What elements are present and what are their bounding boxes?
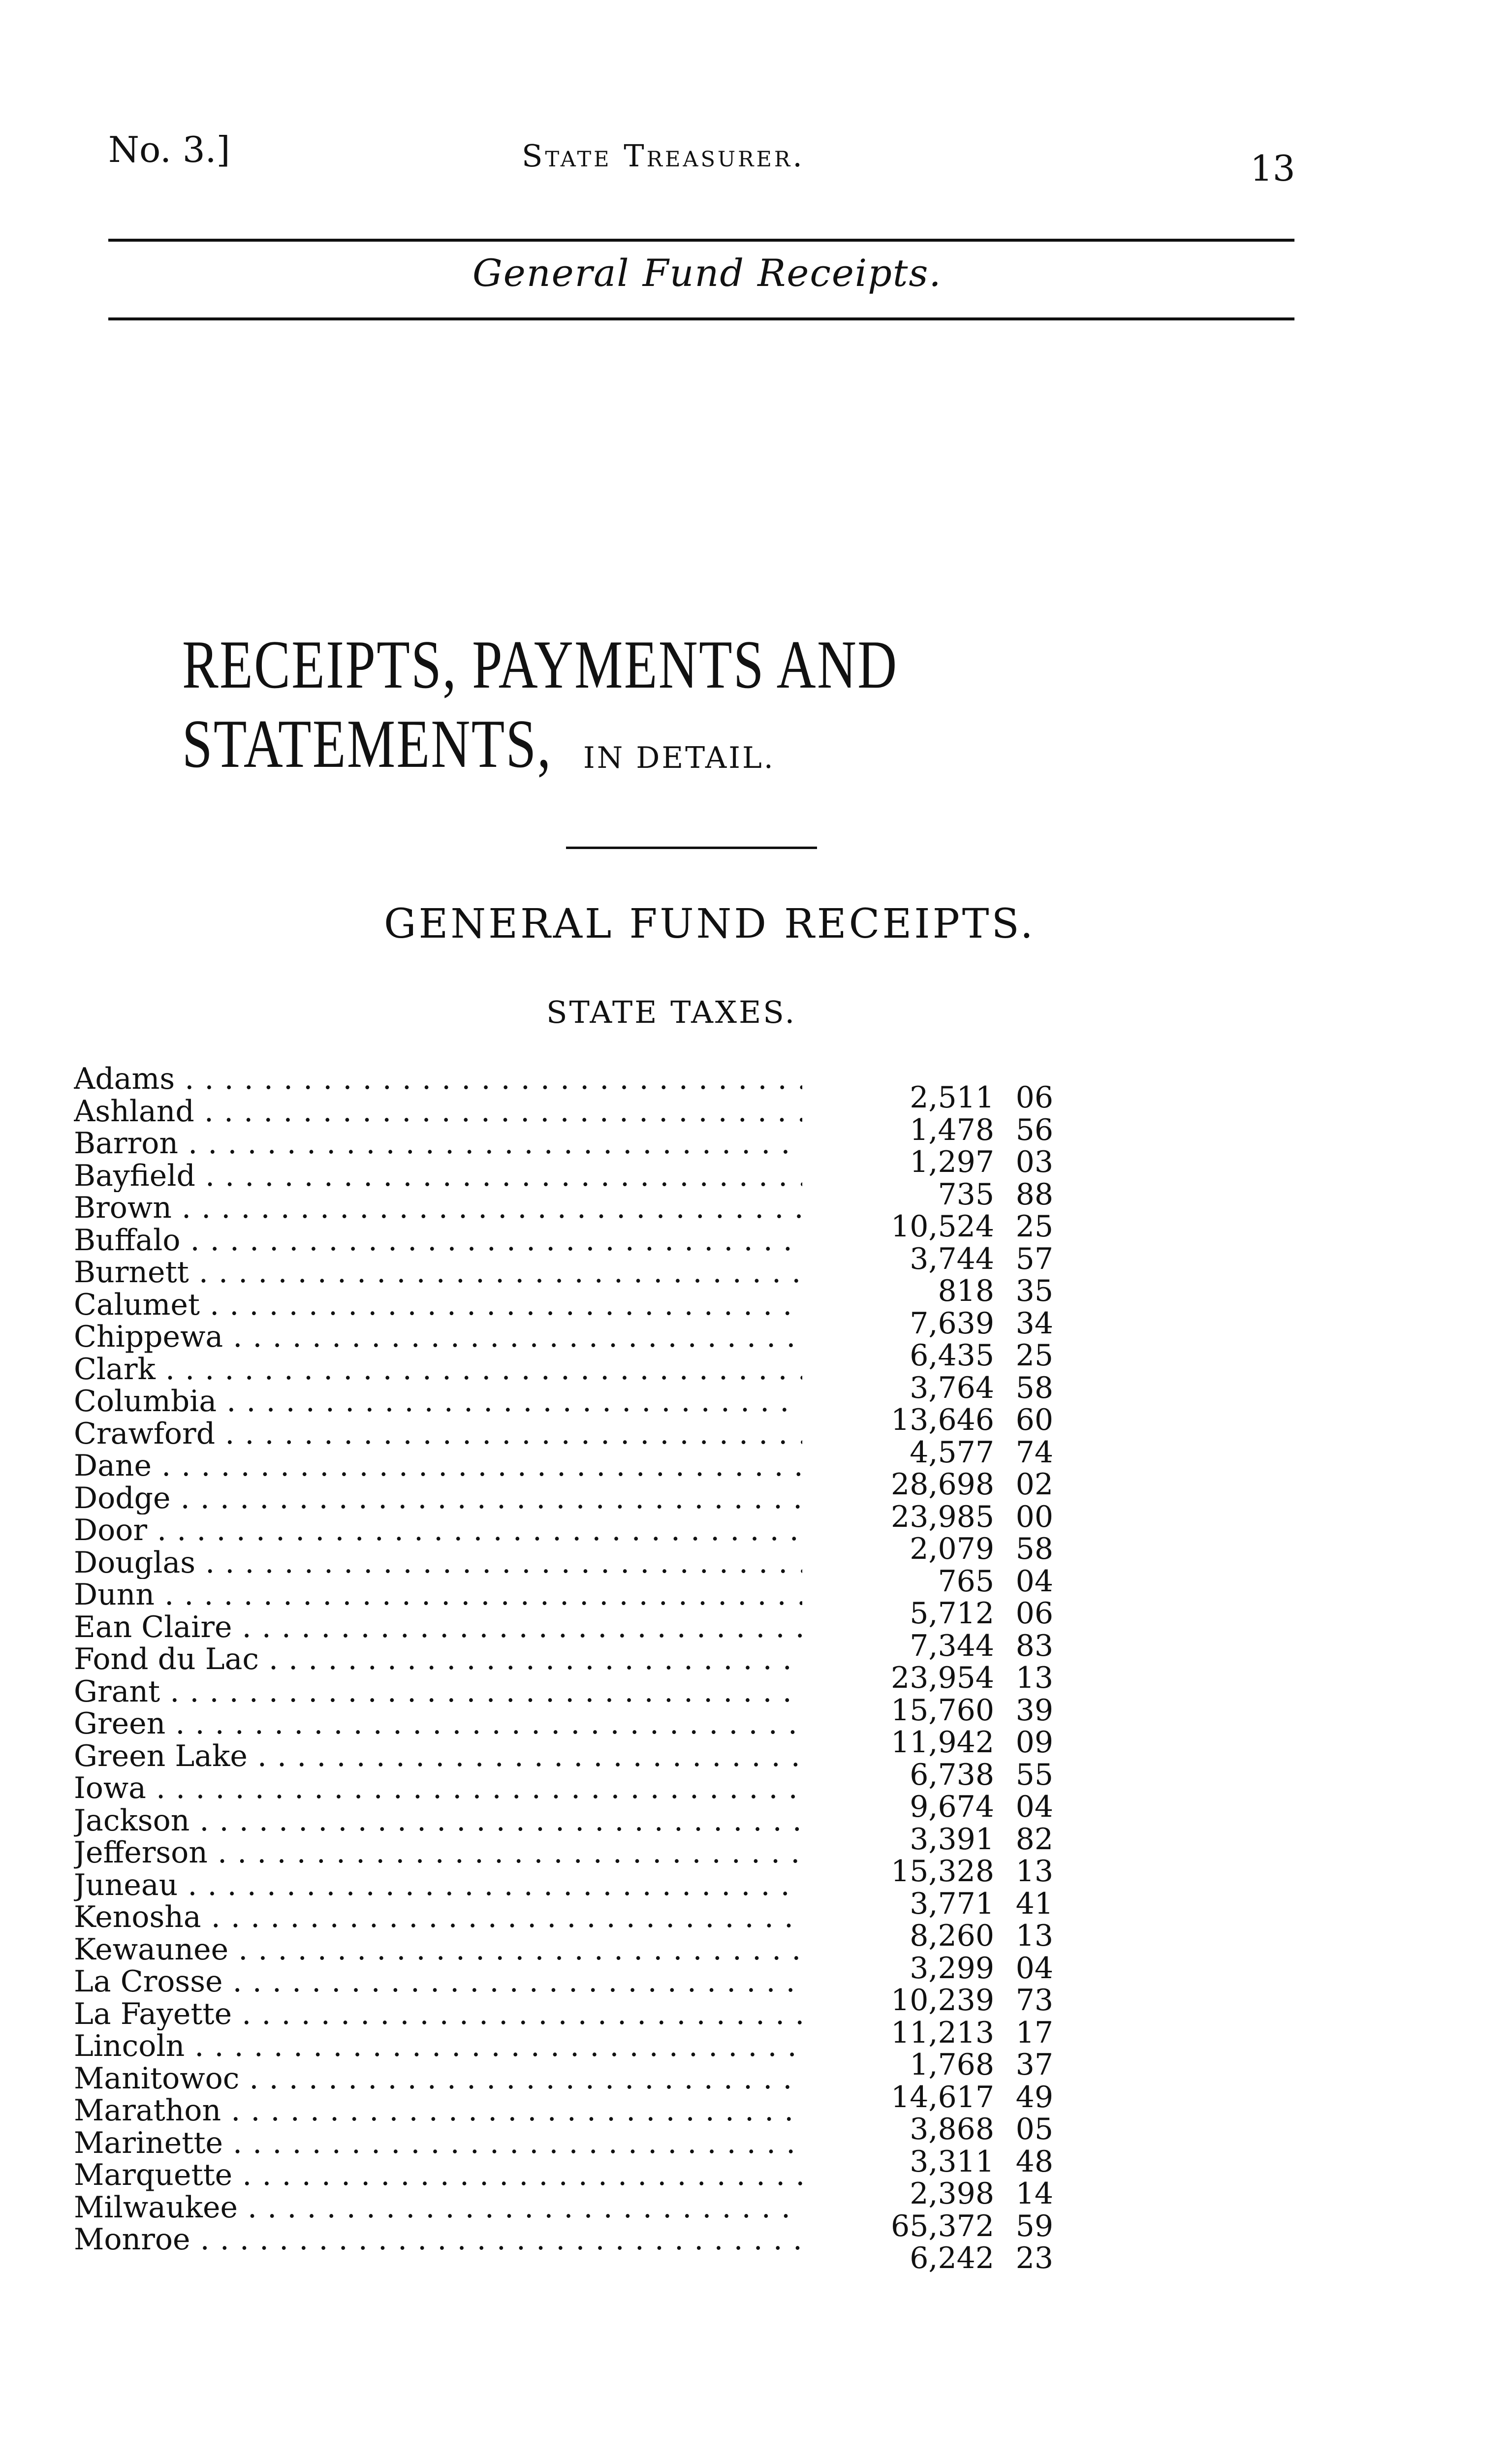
- amount-dollars: 2,511: [910, 1080, 994, 1115]
- amount-dollars: 3,764: [910, 1370, 994, 1405]
- county-name: Marathon . . .: [74, 2095, 802, 2127]
- county-name: Fond du Lac . . .: [74, 1643, 802, 1675]
- amount-cents: 25: [1015, 1209, 1053, 1244]
- county-name: Chippewa . . .: [74, 1321, 802, 1353]
- county-name: Door . . .: [74, 1514, 802, 1546]
- county-name: Lincoln . . .: [74, 2030, 802, 2062]
- header-rule-bottom: [108, 317, 1294, 320]
- county-name: Kenosha . . .: [74, 1901, 802, 1933]
- amount-dollars: 4,577: [910, 1435, 994, 1470]
- page-number: 13: [1250, 148, 1295, 189]
- county-name: Dodge . . .: [74, 1483, 802, 1514]
- amount-cents: 41: [1015, 1886, 1053, 1921]
- amount-dollars: 735: [938, 1177, 994, 1212]
- county-name: Iowa . . .: [74, 1772, 802, 1804]
- amount-dollars: 6,242: [910, 2241, 994, 2275]
- amount-cents: 88: [1015, 1177, 1053, 1212]
- county-name: Ashland . . .: [74, 1096, 802, 1128]
- amount-dollars: 3,299: [910, 1951, 994, 1986]
- amount-dollars: 3,311: [910, 2144, 994, 2179]
- amount-dollars: 2,398: [910, 2177, 994, 2211]
- section-subheading: STATE TAXES.: [546, 994, 797, 1030]
- amount-dollars: 23,985: [891, 1499, 994, 1534]
- county-name: Barron . . .: [74, 1128, 802, 1160]
- amount-cents: 55: [1015, 1757, 1053, 1792]
- amount-dollars: 10,239: [891, 1983, 994, 2018]
- county-name: Douglas . . .: [74, 1547, 802, 1579]
- amount-cents: 04: [1015, 1790, 1053, 1824]
- header-rule-top: [108, 239, 1294, 242]
- county-name: La Crosse . . .: [74, 1966, 802, 1998]
- page-subtitle: IN DETAIL.: [583, 741, 775, 775]
- county-name: La Fayette . . .: [74, 1998, 802, 2030]
- amount-cents: 06: [1015, 1596, 1053, 1631]
- county-name: Columbia . . .: [74, 1386, 802, 1418]
- amount-cents: 57: [1015, 1241, 1053, 1276]
- amount-cents: 03: [1015, 1145, 1053, 1179]
- amount-dollars: 65,372: [891, 2209, 994, 2243]
- amount-cents: 13: [1015, 1919, 1053, 1953]
- county-name: Green . . .: [74, 1708, 802, 1740]
- amount-dollars: 3,868: [910, 2112, 994, 2146]
- county-name: Crawford . . .: [74, 1418, 802, 1450]
- title-divider: [566, 847, 817, 849]
- amount-cents: 17: [1015, 2015, 1053, 2050]
- header-series-label: No. 3.]: [108, 129, 230, 170]
- amount-dollars: 23,954: [891, 1661, 994, 1695]
- amount-dollars: 1,297: [910, 1145, 994, 1179]
- amount-dollars: 15,760: [891, 1693, 994, 1728]
- amount-cents: 04: [1015, 1564, 1053, 1599]
- amount-cents: 02: [1015, 1467, 1053, 1502]
- amount-cents: 34: [1015, 1306, 1053, 1341]
- amount-dollars: 1,478: [910, 1112, 994, 1147]
- section-heading: GENERAL FUND RECEIPTS.: [384, 901, 1036, 947]
- amount-cents: 25: [1015, 1338, 1053, 1373]
- amount-cents: 04: [1015, 1951, 1053, 1986]
- amount-cents: 83: [1015, 1628, 1053, 1663]
- county-name: Jackson . . .: [74, 1805, 802, 1837]
- county-name: Manitowoc . . .: [74, 2063, 802, 2095]
- county-name: Calumet . . .: [74, 1289, 802, 1321]
- amount-cents: 49: [1015, 2080, 1053, 2114]
- amount-dollars: 2,079: [910, 1532, 994, 1566]
- amount-dollars: 7,639: [910, 1306, 994, 1341]
- amount-dollars: 3,744: [910, 1241, 994, 1276]
- amount-dollars: 9,674: [910, 1790, 994, 1824]
- amount-cents: 58: [1015, 1370, 1053, 1405]
- receipts-table: [74, 1063, 1068, 2275]
- amount-dollars: 28,698: [891, 1467, 994, 1502]
- amount-dollars: 818: [938, 1274, 994, 1308]
- county-name: Brown . . .: [74, 1192, 802, 1224]
- amount-cents: 58: [1015, 1532, 1053, 1566]
- county-name: Marquette . . .: [74, 2159, 802, 2191]
- county-name: Dunn . . .: [74, 1579, 802, 1611]
- amount-cents: 37: [1015, 2048, 1053, 2082]
- county-name: Milwaukee . . .: [74, 2192, 802, 2224]
- header-title: State Treasurer.: [522, 138, 805, 174]
- amount-cents: 06: [1015, 1080, 1053, 1115]
- amount-cents: 59: [1015, 2209, 1053, 2243]
- amount-dollars: 11,213: [891, 2015, 994, 2050]
- county-name: Jefferson . . .: [74, 1837, 802, 1869]
- amount-cents: 74: [1015, 1435, 1053, 1470]
- county-name: Marinette . . .: [74, 2127, 802, 2159]
- county-name: Dane . . .: [74, 1450, 802, 1482]
- amount-cents: 09: [1015, 1725, 1053, 1760]
- amount-dollars: 13,646: [891, 1403, 994, 1437]
- county-name: Monroe . . .: [74, 2224, 802, 2256]
- county-name: Burnett . . .: [74, 1257, 802, 1289]
- amount-cents: 05: [1015, 2112, 1053, 2146]
- amount-cents: 82: [1015, 1822, 1053, 1857]
- county-name: Buffalo . . .: [74, 1225, 802, 1257]
- amount-dollars: 6,738: [910, 1757, 994, 1792]
- amount-dollars: 15,328: [891, 1854, 994, 1889]
- amount-dollars: 3,771: [910, 1886, 994, 1921]
- amount-dollars: 8,260: [910, 1919, 994, 1953]
- amount-dollars: 11,942: [891, 1725, 994, 1760]
- county-name: Clark . . .: [74, 1354, 802, 1386]
- amount-dollars: 6,435: [910, 1338, 994, 1373]
- amount-cents: 48: [1015, 2144, 1053, 2179]
- county-name: Juneau . . .: [74, 1869, 802, 1901]
- amount-cents: 00: [1015, 1499, 1053, 1534]
- amount-dollars: 10,524: [891, 1209, 994, 1244]
- amount-dollars: 1,768: [910, 2048, 994, 2082]
- amount-dollars: 14,617: [891, 2080, 994, 2114]
- amount-cents: 23: [1015, 2241, 1053, 2275]
- amount-cents: 14: [1015, 2177, 1053, 2211]
- running-subheader: General Fund Receipts.: [472, 251, 942, 295]
- page-title: RECEIPTS, PAYMENTS AND STATEMENTS,: [182, 627, 898, 782]
- amount-dollars: 765: [938, 1564, 994, 1599]
- county-name: Kewaunee . . .: [74, 1934, 802, 1966]
- amount-cents: 73: [1015, 1983, 1053, 2018]
- county-name: Adams . . .: [74, 1063, 802, 1095]
- amount-cents: 13: [1015, 1854, 1053, 1889]
- amount-cents: 13: [1015, 1661, 1053, 1695]
- amount-cents: 56: [1015, 1112, 1053, 1147]
- amount-dollars: 7,344: [910, 1628, 994, 1663]
- county-name: Bayfield . . .: [74, 1160, 802, 1192]
- county-name: Green Lake . . .: [74, 1740, 802, 1772]
- amount-cents: 60: [1015, 1403, 1053, 1437]
- county-name: Ean Claire . . .: [74, 1611, 802, 1643]
- amount-cents: 35: [1015, 1274, 1053, 1308]
- amount: [856, 2242, 1073, 2274]
- county-name: Grant . . .: [74, 1676, 802, 1708]
- table-row: [74, 2224, 1068, 2275]
- amount-dollars: 5,712: [910, 1596, 994, 1631]
- amount-dollars: 3,391: [910, 1822, 994, 1857]
- amount-cents: 39: [1015, 1693, 1053, 1728]
